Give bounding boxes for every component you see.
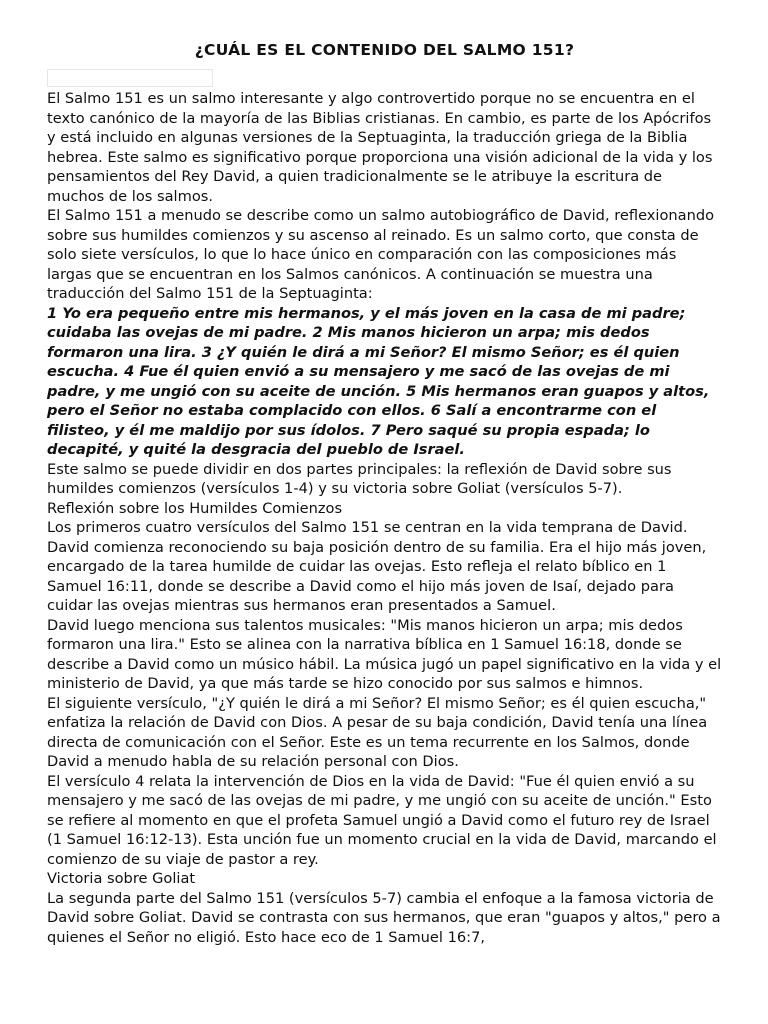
paragraph-anointing: El versículo 4 relata la intervención de Dios en la vida de David: "Fue él quien envió a su mensajero y me sacó de las ovejas de mi padre, y me ungió con su aceite de unción." Esto se refiere al momento en que el profeta Samuel ungió a David como el futuro rey de Israel (1 Samuel 16:12-13). Esta unción fue un momento crucial en la vida de David, marcando el comienzo de su viaje de pastor a rey. xyxy=(47,772,717,868)
paragraph-early-life: Los primeros cuatro versículos del Salmo 151 se centran en la vida temprana de David. David comienza reconociendo su baja posición dentro de su familia. Era el hijo más joven, encargado de la tarea humilde de cuidar las ovejas. Esto refleja el relato bíblico en 1 Samuel 16:11, donde se describe a David como el hijo más joven de Isaí, dejado para cuidar las ovejas mientras sus hermanos eran presentados a Samuel. xyxy=(47,519,707,614)
psalm-verses: 1 Yo era pequeño entre mis hermanos, y el más joven en la casa de mi padre; cuidaba las ovejas de mi padre. 2 Mis manos hicieron un arpa; mis dedos formaron una lira. 3 ¿Y quién le dirá a mi Señor? El mismo Señor; es él quien escucha. 4 Fue él quien envió a su mensajero y me sacó de las ovejas de mi padre, y me ungió con su aceite de unción. 5 Mis hermanos eran guapos y altos, pero el Señor no estaba complacido con ellos. 6 Salí a encontrarme con el filisteo, y él me maldijo por sus ídolos. 7 Pero saqué su propia espada; lo decapité, y quité la desgracia del pueblo de Israel. xyxy=(47,304,710,458)
paragraph-description: El Salmo 151 a menudo se describe como un salmo autobiográfico de David, reflexionando sobre sus humildes comienzos y su ascenso al reinado. Es un salmo corto, que consta de solo siete versículos, lo que lo hace único en comparación con las composiciones más largas que se encuentran en los Salmos canónicos. A continuación se muestra una traducción del Salmo 151 de la Septuaginta: xyxy=(47,207,715,302)
page-title: ¿CUÁL ES EL CONTENIDO DEL SALMO 151? xyxy=(194,41,575,59)
paragraph-intro: El Salmo 151 es un salmo interesante y algo controvertido porque no se encuentra en el texto canónico de la mayoría de las Biblias cristianas. En cambio, es parte de los Apócrifos y está incluido en algunas versiones de la Septuaginta, la traducción griega de la Biblia hebrea. Este salmo es significativo porque proporciona una visión adicional de la vida y los pensamientos del Rey David, a quien tradicionalmente se le atribuye la escritura de muchos de los salmos. xyxy=(47,90,713,205)
paragraph-relationship: El siguiente versículo, "¿Y quién le dirá a mi Señor? El mismo Señor; es él quien escucha," enfatiza la relación de David con Dios. A pesar de su baja condición, David tenía una línea directa de comunicación con el Señor. Este es un tema recurrente en los Salmos, donde David a menudo habla de su relación personal con Dios. xyxy=(47,694,708,770)
section-heading-goliath: Victoria sobre Goliat xyxy=(47,870,196,887)
paragraph-goliath: La segunda parte del Salmo 151 (versículos 5-7) cambia el enfoque a la famosa victoria de David sobre Goliat. David se contrasta con sus hermanos, que eran "guapos y altos," pero a quienes el Señor no eligió. Esto hace eco de 1 Samuel 16:7, xyxy=(47,889,721,946)
document-body xyxy=(47,89,722,947)
section-heading-humble-beginnings: Reflexión sobre los Humildes Comienzos xyxy=(47,499,343,517)
paragraph-division: Este salmo se puede dividir en dos partes principales: la reflexión de David sobre sus humildes comienzos (versículos 1-4) y su victoria sobre Goliat (versículos 5-7). xyxy=(47,460,672,497)
empty-image-placeholder xyxy=(47,69,213,87)
paragraph-music: David luego menciona sus talentos musicales: "Mis manos hicieron un arpa; mis dedos formaron una lira." Esto se alinea con la narrativa bíblica en 1 Samuel 16:18, donde se describe a David como un músico hábil. La música jugó un papel significativo en la vida y el ministerio de David, ya que más tarde se hizo conocido por sus salmos e himnos. xyxy=(47,616,722,692)
